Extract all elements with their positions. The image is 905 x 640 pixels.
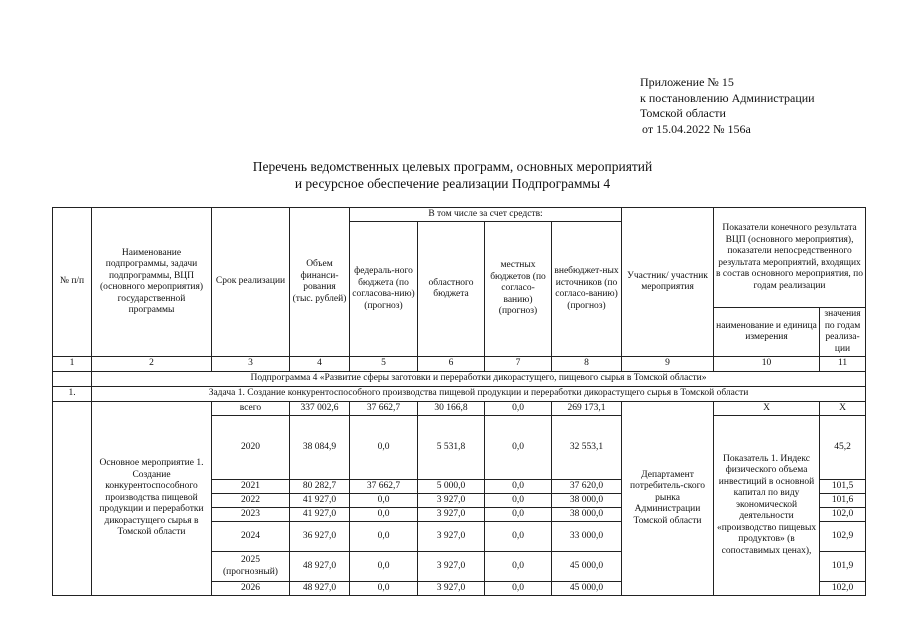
row-federal: 0,0 [350,494,418,508]
row-extra: 33 000,0 [552,522,622,552]
task-number: 1. [53,387,92,402]
appendix-line: Приложение № 15 [640,75,734,89]
row-value: 102,9 [820,522,866,552]
task-title: Задача 1. Создание конкурентоспособного производства пищевой продукции и переработки дикорастущего сырья в Томской области [92,387,866,402]
header-local: местных бюджетов (по согласо-ванию) (прогноз) [485,222,552,357]
row-regional: 5 531,8 [418,416,485,480]
title-line: и ресурсное обеспечение реализации Подпрограммы 4 [294,176,611,191]
row-local: 0,0 [485,416,552,480]
row-extra: 269 173,1 [552,402,622,416]
col-number: 4 [290,357,350,372]
row-volume: 80 282,7 [290,480,350,494]
row-volume: 48 927,0 [290,552,350,582]
row-volume: 38 084,9 [290,416,350,480]
appendix-line: от 15.04.2022 № 156а [642,121,751,136]
header-num: № п/п [53,208,92,357]
row-regional: 3 927,0 [418,494,485,508]
row-local: 0,0 [485,582,552,596]
row-extra: 32 553,1 [552,416,622,480]
col-number: 8 [552,357,622,372]
row-regional: 3 927,0 [418,508,485,522]
document-title [0,158,905,192]
row-term: 2024 [212,522,290,552]
indicator-name: Показатель 1. Индекс физического объема инвестиций в основной капитал по виду экономической деятельности «производство пищевых продуктов» (в сопоставимых ценах), [714,416,820,596]
col-number: 10 [714,357,820,372]
header-term: Срок реализации [212,208,290,357]
col-number: 11 [820,357,866,372]
subprogram-row [53,372,866,387]
row-federal: 37 662,7 [350,402,418,416]
col-number: 2 [92,357,212,372]
header-including: В том числе за счет средств: [350,208,622,222]
header-indicators: Показатели конечного результата ВЦП (основного мероприятия), показатели непосредственного результата мероприятий, входящих в состав основного мероприятия, по годам реализации [714,208,866,308]
row-value: 102,0 [820,582,866,596]
appendix-block [640,75,815,137]
table-row [53,402,866,416]
row-value: 45,2 [820,416,866,480]
row-volume: 36 927,0 [290,522,350,552]
row-local: 0,0 [485,480,552,494]
row-extra: 37 620,0 [552,480,622,494]
row-term: всего [212,402,290,416]
participant-cell: Департамент потребитель-ского рынка Администрации Томской области [622,402,714,596]
row-volume: 41 927,0 [290,494,350,508]
col-number: 1 [53,357,92,372]
row-federal: 0,0 [350,552,418,582]
row-local: 0,0 [485,494,552,508]
col-number: 9 [622,357,714,372]
row-extra: 38 000,0 [552,494,622,508]
header-volume: Объем финанси-рования (тыс. рублей) [290,208,350,357]
header-regional: областного бюджета [418,222,485,357]
row-term: 2020 [212,416,290,480]
header-federal: федераль-ного бюджета (по согласова-нию) (прогноз) [350,222,418,357]
col-number: 5 [350,357,418,372]
header-participant: Участник/ участник мероприятия [622,208,714,357]
header-extra: внебюджет-ных источников (по согласо-ванию) (прогноз) [552,222,622,357]
column-numbers-row [53,357,866,372]
row-federal: 0,0 [350,582,418,596]
programs-table [52,207,866,596]
row-federal: 0,0 [350,522,418,552]
activity-name: Основное мероприятие 1. Создание конкурентоспособного производства пищевой продукции и переработки дикорастущего сырья в Томской области [92,402,212,596]
header-ind-name: наименование и единица измерения [714,308,820,357]
row-extra: 45 000,0 [552,552,622,582]
row-regional: 3 927,0 [418,552,485,582]
row-volume: 41 927,0 [290,508,350,522]
row-term: 2025 (прогнозный) [212,552,290,582]
row-regional: 3 927,0 [418,522,485,552]
row-local: 0,0 [485,508,552,522]
row-extra: 45 000,0 [552,582,622,596]
col-number: 7 [485,357,552,372]
task-row [53,387,866,402]
row-value: 102,0 [820,508,866,522]
indicator-x: Х [714,402,820,416]
row-federal: 37 662,7 [350,480,418,494]
row-term: 2026 [212,582,290,596]
row-regional: 30 166,8 [418,402,485,416]
row-volume: 337 002,6 [290,402,350,416]
row-term: 2021 [212,480,290,494]
col-number: 6 [418,357,485,372]
row-local: 0,0 [485,552,552,582]
row-local: 0,0 [485,522,552,552]
row-extra: 38 000,0 [552,508,622,522]
header-name: Наименование подпрограммы, задачи подпрограммы, ВЦП (основного мероприятия) государственной программы [92,208,212,357]
appendix-line: Томской области [640,106,726,120]
row-federal: 0,0 [350,508,418,522]
title-line: Перечень ведомственных целевых программ, основных мероприятий [252,159,653,174]
row-value: 101,6 [820,494,866,508]
row-volume: 48 927,0 [290,582,350,596]
row-term: 2023 [212,508,290,522]
subprogram-title: Подпрограмма 4 «Развитие сферы заготовки и переработки дикорастущего, пищевого сырья в Томской области» [92,372,866,387]
row-federal: 0,0 [350,416,418,480]
row-value: Х [820,402,866,416]
col-number: 3 [212,357,290,372]
row-regional: 5 000,0 [418,480,485,494]
row-local: 0,0 [485,402,552,416]
header-ind-values: значения по годам реализа-ции [820,308,866,357]
row-regional: 3 927,0 [418,582,485,596]
row-value: 101,9 [820,552,866,582]
appendix-line: к постановлению Администрации [640,90,815,105]
row-value: 101,5 [820,480,866,494]
row-term: 2022 [212,494,290,508]
